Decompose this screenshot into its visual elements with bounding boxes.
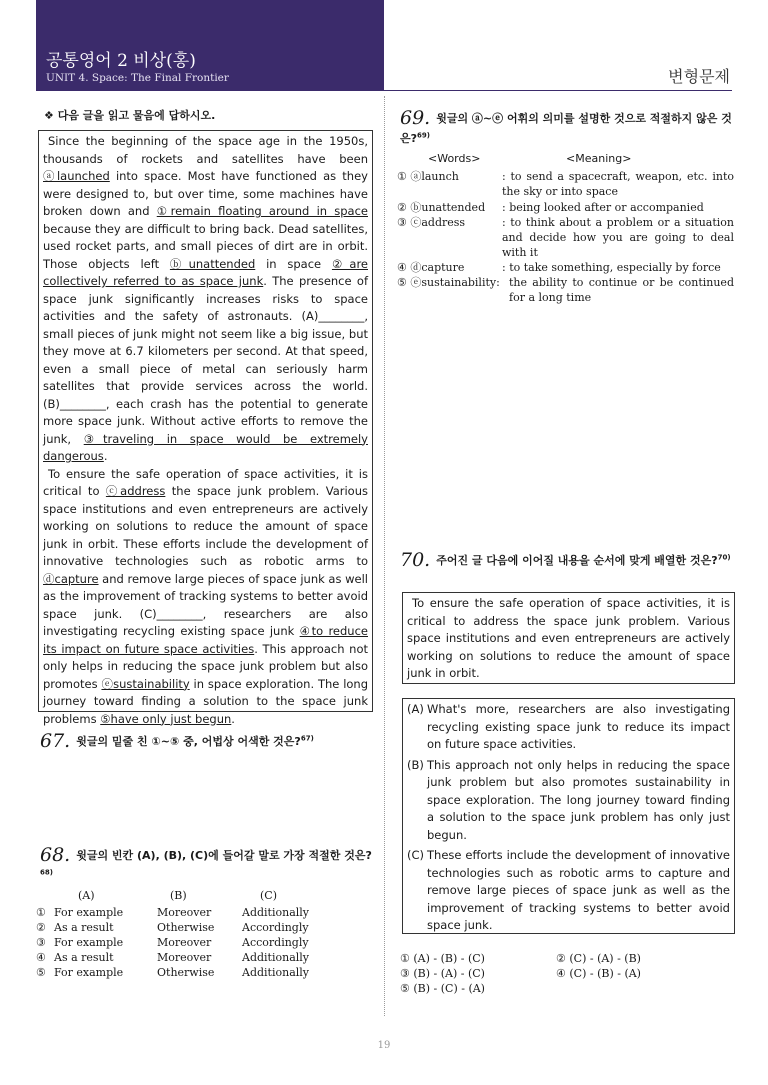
answer-option[interactable]: ④ (C) - (B) - (A) [556, 967, 641, 980]
given-passage: To ensure the safe operation of space activities, it is critical to address the space junk problem. Various space institutions and even entrepreneurs are actively working on solutions to reduce the amount of space junk in orbit. [402, 592, 735, 684]
words-header: <Words> [428, 152, 481, 165]
reading-passage [38, 130, 373, 726]
answer-option[interactable]: ② (C) - (A) - (B) [556, 952, 641, 965]
passage-paragraph-1: Since the beginning of the space age in the 1950s, thousands of rockets and satellites have been ⓐlaunched into space. Most have functioned as they were designed to, but over time, some machines have broken down and ①remain floating around in space because they are difficult to bring back. Dead satellites, used rocket parts, and small pieces of dirt are in orbit. Those objects left ⓑunattended in space ②are collectively referred to as space junk. The presence of space junk significantly increases risks to space activities and the safety of astronauts. (A)________, small pieces of junk might not seem like a big issue, but they move at 6.7 kilometers per second. At that speed, even a small piece of metal can seriously harm satellites that provide services across the world. (B)________, each crash has the potential to generate more space junk. Without active efforts to remove the junk, ③traveling in space would be extremely dangerous. [43, 134, 369, 463]
instruction: ❖ 다음 글을 읽고 물음에 답하시오. [44, 109, 216, 122]
section-label: 변형문제 [668, 67, 730, 86]
answer-option[interactable]: ② As a result Otherwise Accordingly [36, 921, 309, 934]
column-header-b: (B) [170, 889, 187, 902]
meaning-header: <Meaning> [566, 152, 632, 165]
paragraph-a: (A) What's more, researchers are also investigating recycling existing space junk to reduce its impact on future space activities. [407, 702, 730, 751]
question-number: 69. [400, 107, 431, 129]
question-number: 67. [40, 730, 71, 752]
question-67 [40, 730, 375, 752]
paragraph-b: (B) This approach not only helps in reducing the space junk problem but also promotes sustainability in space exploration. The long journey toward finding a solution to the space junk problem has only just begun. [407, 757, 730, 842]
answer-option[interactable]: ④ As a result Moreover Additionally [36, 951, 309, 964]
paragraph-c: (C) These efforts include the development of innovative technologies such as robotic arms to capture and remove large pieces of space junk as well as the improvement of tracking systems to better avoid space junk. [407, 848, 730, 932]
header-band [36, 0, 384, 91]
question-text: 윗글의 ⓐ~ⓔ 어휘의 의미를 설명한 것으로 적절하지 않은 것은?$^{69)}$ [400, 112, 732, 145]
page-number: 19 [377, 1040, 391, 1051]
question-number: 68. [40, 844, 71, 866]
answer-option[interactable]: ③ For example Moreover Accordingly [36, 936, 309, 949]
passage-paragraph-2: To ensure the safe operation of space activities, it is critical to ⓒaddress the space junk problem. Various space institutions and even entrepreneurs are actively working on solutions to reduce the amount of space junk in orbit. These efforts include the development of innovative technologies such as robotic arms to ⓓcapture and remove large pieces of space junk as well as the improvement of tracking systems to better avoid space junk. (C)________, researchers are also investigating recycling existing space junk ④to reduce its impact on future space activities. This approach not only helps in reducing the space junk problem but also promotes ⓔsustainability in space exploration. The long journey toward finding a solution to the space junk problems ⑤have only just begun. [43, 466, 369, 726]
question-70 [400, 549, 736, 569]
column-header-a: (A) [78, 889, 95, 902]
column-header-c: (C) [260, 889, 277, 902]
header-subtitle: UNIT 4. Space: The Final Frontier [46, 72, 229, 84]
question-number: 70. [400, 548, 431, 571]
answer-option[interactable]: ① For example Moreover Additionally [36, 906, 309, 919]
ordering-paragraphs [402, 698, 735, 934]
question-68 [40, 846, 375, 884]
answer-option[interactable]: ⑤ (B) - (C) - (A) [400, 982, 485, 995]
answer-option[interactable]: ⑤ For example Otherwise Additionally [36, 966, 309, 979]
answer-option[interactable]: ③ (B) - (A) - (C) [400, 967, 485, 980]
question-text: 윗글의 밑줄 친 ①~⑤ 중, 어법상 어색한 것은?$^{67)}$ [76, 734, 314, 748]
question-text: 윗글의 빈칸 (A), (B), (C)에 들어갈 말로 가장 적절한 것은?$^{68)}$ [40, 849, 372, 876]
question-text: 주어진 글 다음에 이어질 내용을 순서에 맞게 배열한 것은?$^{70)}$ [436, 553, 731, 567]
column-divider [384, 96, 385, 1016]
question-69 [400, 109, 736, 147]
answer-option[interactable]: ① (A) - (B) - (C) [400, 952, 485, 965]
header-rule [384, 90, 732, 91]
header-title: 공통영어 2 비상(홍) [46, 51, 196, 71]
